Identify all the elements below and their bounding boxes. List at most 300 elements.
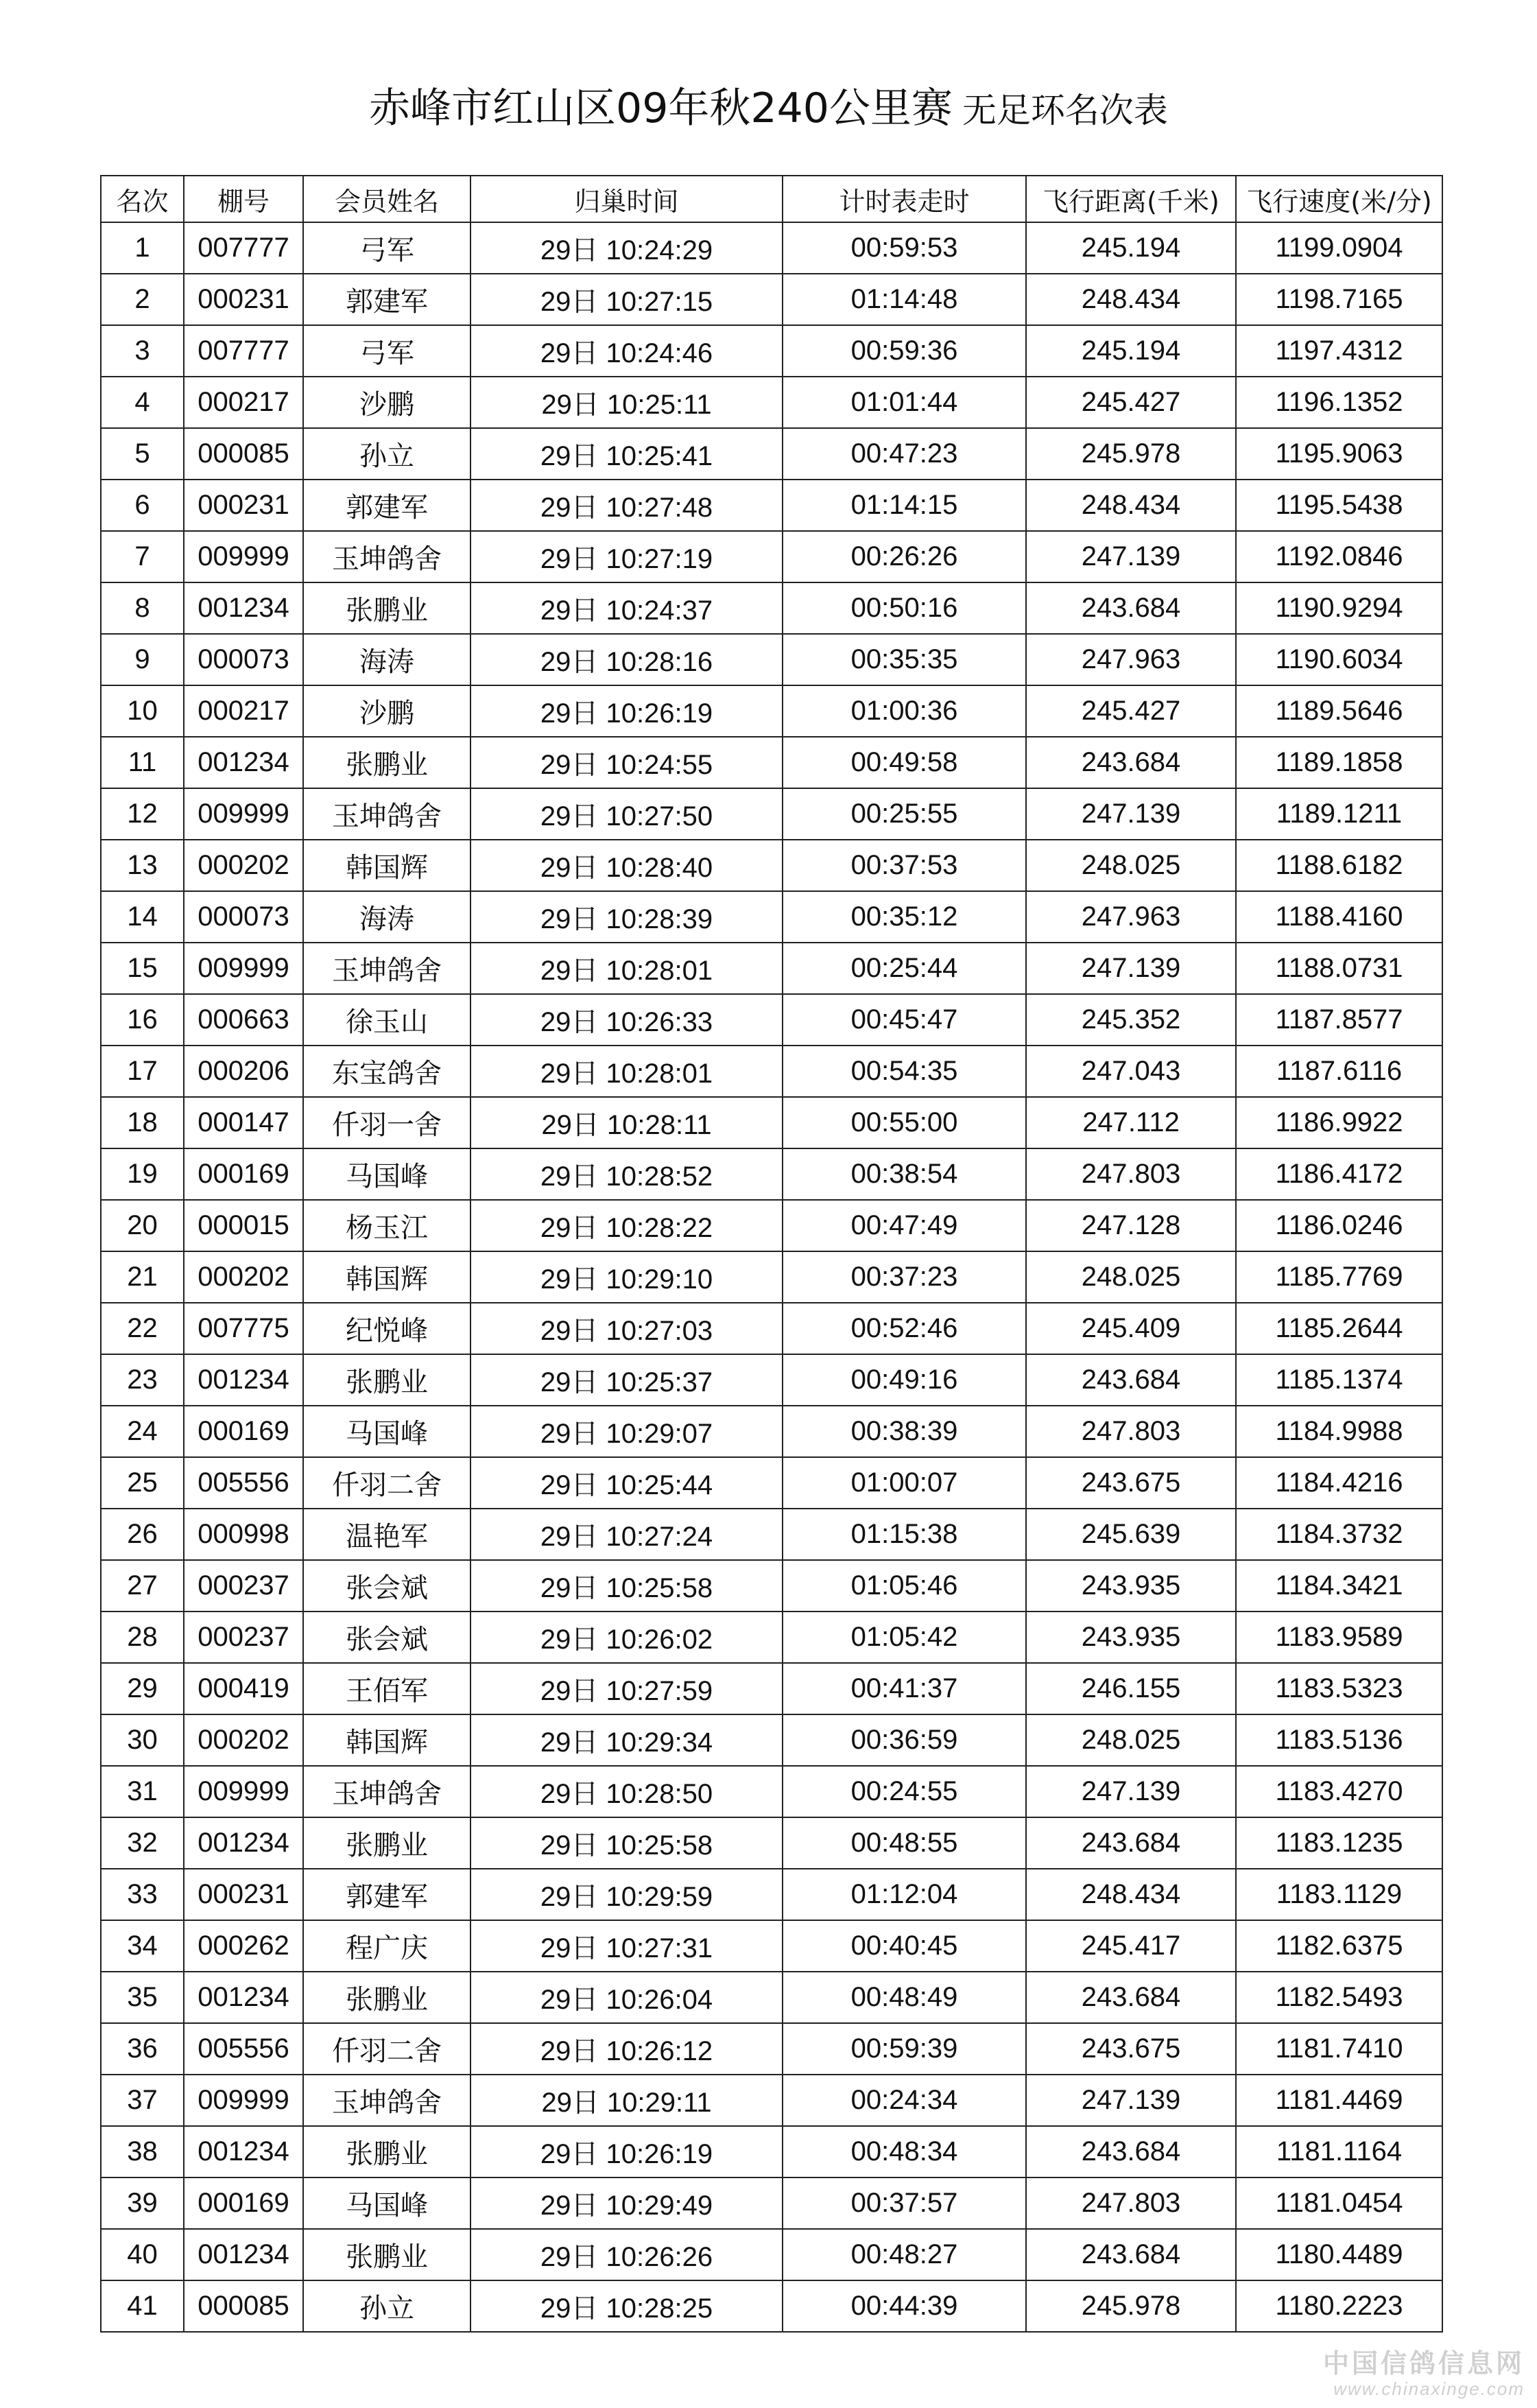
cell-rank: 27 [101, 1560, 184, 1612]
cell-rank: 4 [101, 377, 184, 428]
cell-distance: 245.194 [1026, 325, 1236, 377]
cell-rank: 35 [101, 1972, 184, 2023]
cell-loft-id: 007777 [184, 325, 303, 377]
table-row [101, 1869, 1442, 1920]
cell-arrival-time: 29日 10:28:52 [470, 1148, 783, 1200]
cell-arrival-time: 29日 10:26:33 [470, 994, 783, 1046]
table-row [101, 325, 1442, 377]
table-row [101, 943, 1442, 994]
cell-name: 程广庆 [303, 1920, 470, 1972]
cell-rank: 8 [101, 582, 184, 634]
cell-rank: 33 [101, 1869, 184, 1920]
cell-clock-time: 00:35:12 [783, 891, 1026, 943]
cell-loft-id: 005556 [184, 1457, 303, 1509]
cell-name: 玉坤鸽舍 [303, 788, 470, 840]
cell-loft-id: 005556 [184, 2023, 303, 2075]
table-row [101, 480, 1442, 531]
cell-name: 张鹏业 [303, 1817, 470, 1869]
cell-rank: 13 [101, 840, 184, 891]
cell-name: 马国峰 [303, 2177, 470, 2229]
cell-speed: 1190.6034 [1236, 634, 1442, 685]
cell-rank: 23 [101, 1354, 184, 1406]
cell-clock-time: 00:24:34 [783, 2075, 1026, 2126]
cell-name: 弓军 [303, 325, 470, 377]
cell-clock-time: 00:59:36 [783, 325, 1026, 377]
cell-speed: 1192.0846 [1236, 531, 1442, 582]
cell-loft-id: 000663 [184, 994, 303, 1046]
cell-loft-id: 000169 [184, 1148, 303, 1200]
table-row [101, 274, 1442, 325]
cell-name: 温艳军 [303, 1509, 470, 1560]
cell-arrival-time: 29日 10:24:29 [470, 222, 783, 274]
cell-arrival-time: 29日 10:28:25 [470, 2280, 783, 2332]
cell-distance: 248.025 [1026, 1251, 1236, 1303]
cell-distance: 247.963 [1026, 634, 1236, 685]
cell-loft-id: 000015 [184, 1200, 303, 1251]
cell-loft-id: 009999 [184, 943, 303, 994]
cell-clock-time: 00:36:59 [783, 1714, 1026, 1766]
cell-distance: 247.803 [1026, 1406, 1236, 1457]
cell-rank: 24 [101, 1406, 184, 1457]
cell-name: 海涛 [303, 634, 470, 685]
cell-rank: 1 [101, 222, 184, 274]
cell-arrival-time: 29日 10:27:19 [470, 531, 783, 582]
cell-speed: 1190.9294 [1236, 582, 1442, 634]
cell-name: 张会斌 [303, 1560, 470, 1612]
cell-rank: 10 [101, 685, 184, 737]
header-loft-id: 棚号 [184, 176, 303, 222]
cell-distance: 243.935 [1026, 1612, 1236, 1663]
cell-arrival-time: 29日 10:25:41 [470, 428, 783, 480]
cell-loft-id: 001234 [184, 737, 303, 788]
cell-arrival-time: 29日 10:25:58 [470, 1560, 783, 1612]
cell-arrival-time: 29日 10:24:37 [470, 582, 783, 634]
table-row [101, 1406, 1442, 1457]
cell-name: 张鹏业 [303, 2229, 470, 2280]
ranking-table [100, 175, 1443, 2333]
cell-arrival-time: 29日 10:27:31 [470, 1920, 783, 1972]
cell-distance: 248.434 [1026, 480, 1236, 531]
cell-name: 孙立 [303, 428, 470, 480]
cell-distance: 245.639 [1026, 1509, 1236, 1560]
page-title [0, 81, 1537, 138]
cell-distance: 243.684 [1026, 2126, 1236, 2177]
cell-speed: 1196.1352 [1236, 377, 1442, 428]
cell-rank: 30 [101, 1714, 184, 1766]
cell-loft-id: 000169 [184, 2177, 303, 2229]
cell-loft-id: 000237 [184, 1612, 303, 1663]
cell-distance: 245.417 [1026, 1920, 1236, 1972]
cell-speed: 1187.8577 [1236, 994, 1442, 1046]
cell-speed: 1181.0454 [1236, 2177, 1442, 2229]
header-clock-time: 计时表走时 [783, 176, 1026, 222]
cell-name: 海涛 [303, 891, 470, 943]
cell-rank: 6 [101, 480, 184, 531]
cell-loft-id: 001234 [184, 2229, 303, 2280]
cell-loft-id: 000202 [184, 1714, 303, 1766]
cell-speed: 1181.1164 [1236, 2126, 1442, 2177]
table-row [101, 377, 1442, 428]
cell-rank: 9 [101, 634, 184, 685]
cell-arrival-time: 29日 10:28:11 [470, 1097, 783, 1148]
cell-distance: 247.043 [1026, 1046, 1236, 1097]
cell-loft-id: 000217 [184, 685, 303, 737]
cell-distance: 247.112 [1026, 1097, 1236, 1148]
cell-speed: 1184.9988 [1236, 1406, 1442, 1457]
cell-distance: 243.935 [1026, 1560, 1236, 1612]
table-row [101, 685, 1442, 737]
cell-clock-time: 00:37:53 [783, 840, 1026, 891]
cell-loft-id: 007777 [184, 222, 303, 274]
cell-name: 纪悦峰 [303, 1303, 470, 1354]
cell-loft-id: 001234 [184, 1354, 303, 1406]
cell-rank: 25 [101, 1457, 184, 1509]
cell-rank: 20 [101, 1200, 184, 1251]
table-row [101, 1251, 1442, 1303]
table-row [101, 1509, 1442, 1560]
cell-speed: 1186.0246 [1236, 1200, 1442, 1251]
cell-distance: 247.803 [1026, 2177, 1236, 2229]
cell-speed: 1186.4172 [1236, 1148, 1442, 1200]
cell-distance: 247.139 [1026, 943, 1236, 994]
cell-clock-time: 00:38:54 [783, 1148, 1026, 1200]
cell-speed: 1185.7769 [1236, 1251, 1442, 1303]
cell-arrival-time: 29日 10:27:15 [470, 274, 783, 325]
table-row [101, 737, 1442, 788]
cell-speed: 1187.6116 [1236, 1046, 1442, 1097]
cell-rank: 11 [101, 737, 184, 788]
cell-clock-time: 01:05:46 [783, 1560, 1026, 1612]
cell-loft-id: 001234 [184, 1972, 303, 2023]
cell-loft-id: 000231 [184, 1869, 303, 1920]
cell-rank: 31 [101, 1766, 184, 1817]
cell-clock-time: 00:47:23 [783, 428, 1026, 480]
cell-arrival-time: 29日 10:25:37 [470, 1354, 783, 1406]
table-row [101, 1766, 1442, 1817]
cell-loft-id: 000073 [184, 891, 303, 943]
table-row [101, 1560, 1442, 1612]
cell-arrival-time: 29日 10:29:59 [470, 1869, 783, 1920]
table-row [101, 788, 1442, 840]
cell-distance: 245.409 [1026, 1303, 1236, 1354]
cell-distance: 248.434 [1026, 274, 1236, 325]
cell-speed: 1183.4270 [1236, 1766, 1442, 1817]
cell-clock-time: 00:40:45 [783, 1920, 1026, 1972]
cell-arrival-time: 29日 10:29:11 [470, 2075, 783, 2126]
cell-clock-time: 01:01:44 [783, 377, 1026, 428]
cell-clock-time: 01:15:38 [783, 1509, 1026, 1560]
cell-arrival-time: 29日 10:27:03 [470, 1303, 783, 1354]
cell-name: 韩国辉 [303, 1251, 470, 1303]
cell-arrival-time: 29日 10:24:46 [470, 325, 783, 377]
cell-rank: 19 [101, 1148, 184, 1200]
cell-distance: 243.684 [1026, 1972, 1236, 2023]
cell-arrival-time: 29日 10:26:02 [470, 1612, 783, 1663]
table-row [101, 531, 1442, 582]
cell-clock-time: 00:48:34 [783, 2126, 1026, 2177]
cell-arrival-time: 29日 10:27:59 [470, 1663, 783, 1714]
table-row [101, 2075, 1442, 2126]
table-row [101, 1920, 1442, 1972]
cell-arrival-time: 29日 10:27:24 [470, 1509, 783, 1560]
cell-arrival-time: 29日 10:25:11 [470, 377, 783, 428]
cell-name: 张鹏业 [303, 1972, 470, 2023]
cell-name: 玉坤鸽舍 [303, 531, 470, 582]
cell-clock-time: 00:38:39 [783, 1406, 1026, 1457]
cell-loft-id: 000085 [184, 428, 303, 480]
header-arrival-time: 归巢时间 [470, 176, 783, 222]
cell-speed: 1185.2644 [1236, 1303, 1442, 1354]
cell-arrival-time: 29日 10:29:34 [470, 1714, 783, 1766]
table-body [101, 222, 1442, 2332]
cell-speed: 1180.2223 [1236, 2280, 1442, 2332]
cell-name: 郭建军 [303, 480, 470, 531]
cell-distance: 243.684 [1026, 582, 1236, 634]
cell-name: 孙立 [303, 2280, 470, 2332]
cell-speed: 1198.7165 [1236, 274, 1442, 325]
cell-rank: 7 [101, 531, 184, 582]
cell-rank: 17 [101, 1046, 184, 1097]
cell-clock-time: 00:44:39 [783, 2280, 1026, 2332]
cell-name: 郭建军 [303, 274, 470, 325]
cell-loft-id: 000419 [184, 1663, 303, 1714]
cell-rank: 5 [101, 428, 184, 480]
cell-clock-time: 00:54:35 [783, 1046, 1026, 1097]
table-row [101, 891, 1442, 943]
cell-name: 韩国辉 [303, 840, 470, 891]
cell-speed: 1195.5438 [1236, 480, 1442, 531]
cell-arrival-time: 29日 10:24:55 [470, 737, 783, 788]
table-row [101, 222, 1442, 274]
table-row [101, 1354, 1442, 1406]
cell-distance: 245.427 [1026, 377, 1236, 428]
cell-arrival-time: 29日 10:25:44 [470, 1457, 783, 1509]
cell-arrival-time: 29日 10:28:01 [470, 1046, 783, 1097]
cell-loft-id: 007775 [184, 1303, 303, 1354]
cell-name: 韩国辉 [303, 1714, 470, 1766]
cell-rank: 38 [101, 2126, 184, 2177]
cell-speed: 1183.1129 [1236, 1869, 1442, 1920]
cell-speed: 1185.1374 [1236, 1354, 1442, 1406]
table-row [101, 1303, 1442, 1354]
cell-distance: 245.427 [1026, 685, 1236, 737]
table-row [101, 634, 1442, 685]
cell-distance: 247.128 [1026, 1200, 1236, 1251]
cell-loft-id: 001234 [184, 582, 303, 634]
cell-loft-id: 000231 [184, 274, 303, 325]
cell-speed: 1188.4160 [1236, 891, 1442, 943]
cell-arrival-time: 29日 10:28:22 [470, 1200, 783, 1251]
cell-distance: 243.675 [1026, 2023, 1236, 2075]
cell-clock-time: 00:25:44 [783, 943, 1026, 994]
table-row [101, 2177, 1442, 2229]
cell-distance: 245.194 [1026, 222, 1236, 274]
cell-arrival-time: 29日 10:25:58 [470, 1817, 783, 1869]
table-row [101, 2126, 1442, 2177]
cell-speed: 1189.1211 [1236, 788, 1442, 840]
table-row [101, 1097, 1442, 1148]
cell-distance: 245.978 [1026, 2280, 1236, 2332]
table-row [101, 840, 1442, 891]
cell-speed: 1184.4216 [1236, 1457, 1442, 1509]
cell-rank: 3 [101, 325, 184, 377]
cell-arrival-time: 29日 10:28:39 [470, 891, 783, 943]
cell-speed: 1181.7410 [1236, 2023, 1442, 2075]
cell-rank: 15 [101, 943, 184, 994]
cell-distance: 248.025 [1026, 1714, 1236, 1766]
cell-name: 沙鹏 [303, 685, 470, 737]
cell-clock-time: 01:14:15 [783, 480, 1026, 531]
cell-clock-time: 00:59:39 [783, 2023, 1026, 2075]
cell-clock-time: 00:35:35 [783, 634, 1026, 685]
cell-arrival-time: 29日 10:27:50 [470, 788, 783, 840]
cell-name: 张会斌 [303, 1612, 470, 1663]
cell-rank: 14 [101, 891, 184, 943]
cell-loft-id: 001234 [184, 1817, 303, 1869]
cell-rank: 22 [101, 1303, 184, 1354]
cell-clock-time: 00:48:55 [783, 1817, 1026, 1869]
cell-name: 张鹏业 [303, 2126, 470, 2177]
cell-loft-id: 000206 [184, 1046, 303, 1097]
cell-clock-time: 00:49:16 [783, 1354, 1026, 1406]
cell-rank: 34 [101, 1920, 184, 1972]
cell-rank: 16 [101, 994, 184, 1046]
cell-speed: 1183.5136 [1236, 1714, 1442, 1766]
cell-loft-id: 000147 [184, 1097, 303, 1148]
cell-arrival-time: 29日 10:26:04 [470, 1972, 783, 2023]
cell-name: 玉坤鸽舍 [303, 943, 470, 994]
cell-arrival-time: 29日 10:26:12 [470, 2023, 783, 2075]
cell-distance: 243.675 [1026, 1457, 1236, 1509]
header-speed: 飞行速度(米/分) [1236, 176, 1442, 222]
cell-rank: 21 [101, 1251, 184, 1303]
cell-distance: 247.139 [1026, 531, 1236, 582]
cell-rank: 28 [101, 1612, 184, 1663]
header-name: 会员姓名 [303, 176, 470, 222]
table-row [101, 1148, 1442, 1200]
header-rank: 名次 [101, 176, 184, 222]
cell-rank: 39 [101, 2177, 184, 2229]
cell-distance: 246.155 [1026, 1663, 1236, 1714]
cell-rank: 32 [101, 1817, 184, 1869]
cell-clock-time: 00:25:55 [783, 788, 1026, 840]
cell-clock-time: 00:49:58 [783, 737, 1026, 788]
cell-arrival-time: 29日 10:27:48 [470, 480, 783, 531]
table-row [101, 1046, 1442, 1097]
cell-clock-time: 00:37:23 [783, 1251, 1026, 1303]
cell-clock-time: 00:47:49 [783, 1200, 1026, 1251]
cell-distance: 243.684 [1026, 2229, 1236, 2280]
cell-clock-time: 01:12:04 [783, 1869, 1026, 1920]
cell-clock-time: 01:00:36 [783, 685, 1026, 737]
cell-speed: 1181.4469 [1236, 2075, 1442, 2126]
cell-name: 仟羽二舍 [303, 1457, 470, 1509]
cell-speed: 1183.5323 [1236, 1663, 1442, 1714]
cell-clock-time: 00:26:26 [783, 531, 1026, 582]
cell-speed: 1197.4312 [1236, 325, 1442, 377]
cell-clock-time: 00:52:46 [783, 1303, 1026, 1354]
cell-clock-time: 00:48:49 [783, 1972, 1026, 2023]
cell-arrival-time: 29日 10:29:07 [470, 1406, 783, 1457]
cell-arrival-time: 29日 10:28:40 [470, 840, 783, 891]
cell-rank: 12 [101, 788, 184, 840]
cell-rank: 40 [101, 2229, 184, 2280]
table-row [101, 582, 1442, 634]
cell-arrival-time: 29日 10:28:16 [470, 634, 783, 685]
cell-name: 郭建军 [303, 1869, 470, 1920]
cell-rank: 37 [101, 2075, 184, 2126]
cell-distance: 243.684 [1026, 1817, 1236, 1869]
cell-name: 张鹏业 [303, 1354, 470, 1406]
cell-name: 马国峰 [303, 1148, 470, 1200]
cell-arrival-time: 29日 10:26:19 [470, 685, 783, 737]
cell-clock-time: 01:05:42 [783, 1612, 1026, 1663]
cell-loft-id: 009999 [184, 531, 303, 582]
cell-clock-time: 00:48:27 [783, 2229, 1026, 2280]
cell-speed: 1189.5646 [1236, 685, 1442, 737]
cell-name: 杨玉江 [303, 1200, 470, 1251]
table-row [101, 2023, 1442, 2075]
cell-clock-time: 00:55:00 [783, 1097, 1026, 1148]
cell-arrival-time: 29日 10:28:01 [470, 943, 783, 994]
cell-speed: 1195.9063 [1236, 428, 1442, 480]
title-main: 赤峰市红山区09年秋240公里赛 [369, 84, 953, 132]
cell-distance: 247.139 [1026, 788, 1236, 840]
cell-name: 玉坤鸽舍 [303, 1766, 470, 1817]
cell-distance: 243.684 [1026, 1354, 1236, 1406]
cell-distance: 247.803 [1026, 1148, 1236, 1200]
cell-clock-time: 00:50:16 [783, 582, 1026, 634]
cell-clock-time: 00:45:47 [783, 994, 1026, 1046]
cell-distance: 243.684 [1026, 737, 1236, 788]
cell-arrival-time: 29日 10:28:50 [470, 1766, 783, 1817]
cell-loft-id: 000237 [184, 1560, 303, 1612]
cell-clock-time: 01:00:07 [783, 1457, 1026, 1509]
cell-loft-id: 001234 [184, 2126, 303, 2177]
cell-name: 弓军 [303, 222, 470, 274]
cell-rank: 36 [101, 2023, 184, 2075]
cell-speed: 1189.1858 [1236, 737, 1442, 788]
cell-rank: 26 [101, 1509, 184, 1560]
cell-speed: 1184.3421 [1236, 1560, 1442, 1612]
cell-speed: 1183.1235 [1236, 1817, 1442, 1869]
cell-loft-id: 000202 [184, 840, 303, 891]
title-sub: 无足环名次表 [962, 91, 1168, 130]
table-row [101, 1817, 1442, 1869]
cell-speed: 1199.0904 [1236, 222, 1442, 274]
cell-distance: 248.025 [1026, 840, 1236, 891]
cell-loft-id: 009999 [184, 788, 303, 840]
cell-loft-id: 000085 [184, 2280, 303, 2332]
cell-distance: 247.963 [1026, 891, 1236, 943]
cell-arrival-time: 29日 10:26:26 [470, 2229, 783, 2280]
cell-clock-time: 00:59:53 [783, 222, 1026, 274]
cell-distance: 247.139 [1026, 2075, 1236, 2126]
cell-name: 张鹏业 [303, 737, 470, 788]
cell-clock-time: 00:41:37 [783, 1663, 1026, 1714]
cell-speed: 1183.9589 [1236, 1612, 1442, 1663]
cell-speed: 1184.3732 [1236, 1509, 1442, 1560]
cell-distance: 247.139 [1026, 1766, 1236, 1817]
table-row [101, 994, 1442, 1046]
cell-rank: 41 [101, 2280, 184, 2332]
table-row [101, 1612, 1442, 1663]
cell-speed: 1186.9922 [1236, 1097, 1442, 1148]
cell-loft-id: 000073 [184, 634, 303, 685]
cell-name: 仟羽二舍 [303, 2023, 470, 2075]
watermark-url: www.chinaxinge.com [1333, 2379, 1525, 2400]
cell-distance: 248.434 [1026, 1869, 1236, 1920]
